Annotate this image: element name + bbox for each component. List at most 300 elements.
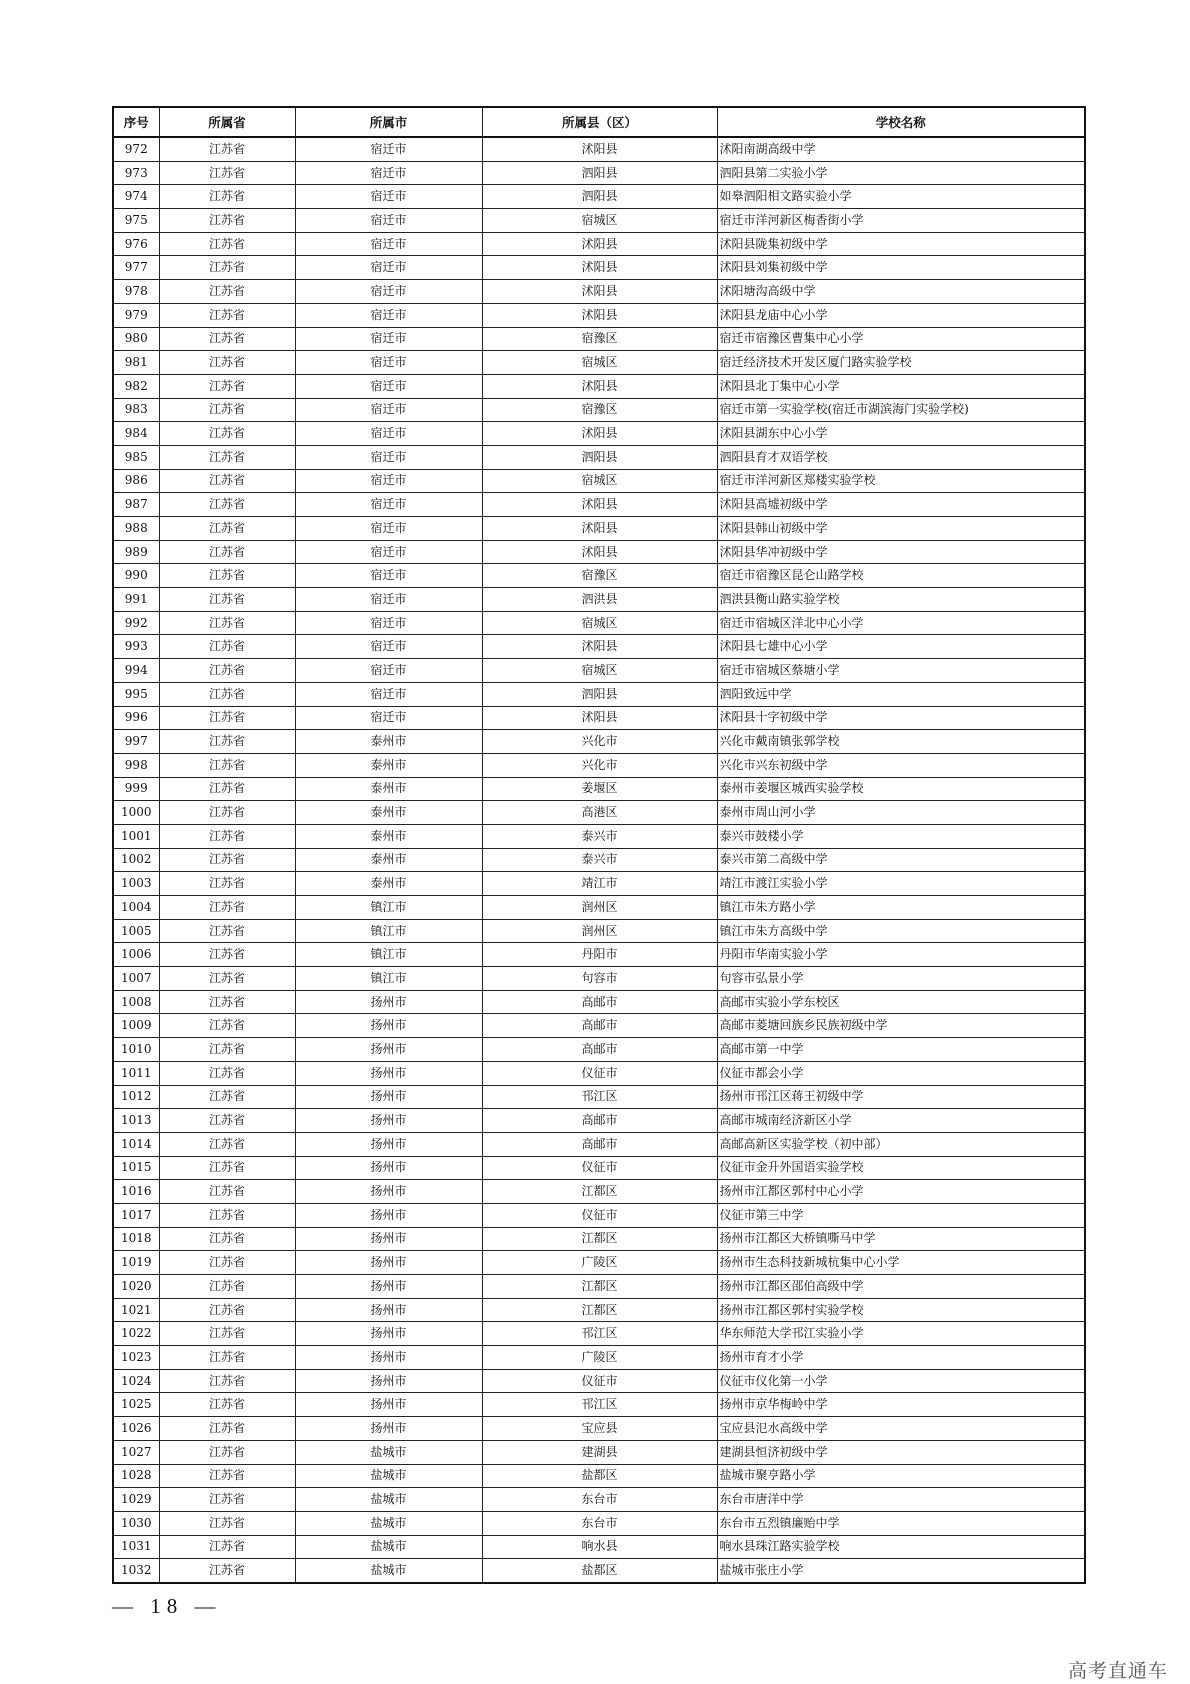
cell-county: 沭阳县 <box>482 706 717 730</box>
cell-school-name: 沭阳县华冲初级中学 <box>717 540 1085 564</box>
cell-province: 江苏省 <box>159 943 295 967</box>
cell-province: 江苏省 <box>159 351 295 375</box>
cell-county: 宿豫区 <box>482 327 717 351</box>
table-row <box>113 682 1085 706</box>
table-row <box>113 564 1085 588</box>
cell-index: 1022 <box>113 1322 159 1346</box>
cell-index: 999 <box>113 777 159 801</box>
cell-index: 980 <box>113 327 159 351</box>
cell-county: 广陵区 <box>482 1251 717 1275</box>
cell-province: 江苏省 <box>159 896 295 920</box>
cell-school-name: 仪征市第三中学 <box>717 1203 1085 1227</box>
cell-city: 宿迁市 <box>295 280 482 304</box>
table-row <box>113 1535 1085 1559</box>
cell-school-name: 泗阳县育才双语学校 <box>717 445 1085 469</box>
table-row <box>113 1464 1085 1488</box>
table-row <box>113 232 1085 256</box>
table-row <box>113 659 1085 683</box>
cell-city: 扬州市 <box>295 1346 482 1370</box>
cell-county: 泗洪县 <box>482 588 717 612</box>
cell-index: 1006 <box>113 943 159 967</box>
cell-province: 江苏省 <box>159 303 295 327</box>
cell-province: 江苏省 <box>159 469 295 493</box>
table-row <box>113 422 1085 446</box>
cell-index: 1026 <box>113 1417 159 1441</box>
cell-index: 1024 <box>113 1369 159 1393</box>
table-row <box>113 1085 1085 1109</box>
cell-school-name: 仪征市金升外国语实验学校 <box>717 1156 1085 1180</box>
cell-school-name: 泗洪县衡山路实验学校 <box>717 588 1085 612</box>
cell-city: 泰州市 <box>295 872 482 896</box>
cell-county: 江都区 <box>482 1275 717 1299</box>
cell-city: 宿迁市 <box>295 422 482 446</box>
cell-index: 978 <box>113 280 159 304</box>
cell-index: 996 <box>113 706 159 730</box>
cell-county: 沭阳县 <box>482 422 717 446</box>
table-row <box>113 919 1085 943</box>
cell-index: 973 <box>113 161 159 185</box>
cell-province: 江苏省 <box>159 1156 295 1180</box>
cell-index: 1020 <box>113 1275 159 1299</box>
cell-county: 句容市 <box>482 967 717 991</box>
cell-county: 沭阳县 <box>482 493 717 517</box>
cell-index: 995 <box>113 682 159 706</box>
table-row <box>113 327 1085 351</box>
cell-county: 沭阳县 <box>482 256 717 280</box>
cell-index: 983 <box>113 398 159 422</box>
cell-province: 江苏省 <box>159 1511 295 1535</box>
cell-province: 江苏省 <box>159 280 295 304</box>
cell-school-name: 高邮市菱塘回族乡民族初级中学 <box>717 1014 1085 1038</box>
cell-city: 扬州市 <box>295 1085 482 1109</box>
cell-school-name: 句容市弘景小学 <box>717 967 1085 991</box>
cell-county: 邗江区 <box>482 1393 717 1417</box>
table-row <box>113 801 1085 825</box>
cell-school-name: 宿迁经济技术开发区厦门路实验学校 <box>717 351 1085 375</box>
cell-school-name: 盐城市张庄小学 <box>717 1559 1085 1583</box>
cell-index: 1021 <box>113 1298 159 1322</box>
cell-index: 972 <box>113 137 159 161</box>
cell-city: 泰州市 <box>295 777 482 801</box>
cell-city: 宿迁市 <box>295 493 482 517</box>
cell-index: 985 <box>113 445 159 469</box>
cell-index: 1001 <box>113 824 159 848</box>
cell-school-name: 高邮高新区实验学校（初中部） <box>717 1132 1085 1156</box>
table-row <box>113 209 1085 233</box>
cell-province: 江苏省 <box>159 611 295 635</box>
cell-city: 镇江市 <box>295 896 482 920</box>
cell-school-name: 华东师范大学邗江实验小学 <box>717 1322 1085 1346</box>
table-row <box>113 706 1085 730</box>
table-row <box>113 1559 1085 1583</box>
cell-province: 江苏省 <box>159 1251 295 1275</box>
cell-province: 江苏省 <box>159 1369 295 1393</box>
cell-index: 998 <box>113 753 159 777</box>
cell-index: 990 <box>113 564 159 588</box>
cell-county: 邗江区 <box>482 1322 717 1346</box>
cell-city: 宿迁市 <box>295 469 482 493</box>
cell-index: 1013 <box>113 1109 159 1133</box>
cell-county: 兴化市 <box>482 730 717 754</box>
cell-city: 宿迁市 <box>295 327 482 351</box>
table-row <box>113 137 1085 161</box>
table-row <box>113 1440 1085 1464</box>
cell-school-name: 丹阳市华南实验小学 <box>717 943 1085 967</box>
cell-school-name: 扬州市邗江区蒋王初级中学 <box>717 1085 1085 1109</box>
cell-index: 1010 <box>113 1038 159 1062</box>
cell-index: 988 <box>113 517 159 541</box>
cell-city: 宿迁市 <box>295 682 482 706</box>
cell-city: 宿迁市 <box>295 517 482 541</box>
cell-province: 江苏省 <box>159 161 295 185</box>
cell-city: 扬州市 <box>295 1227 482 1251</box>
cell-city: 宿迁市 <box>295 161 482 185</box>
table-row <box>113 185 1085 209</box>
cell-city: 盐城市 <box>295 1464 482 1488</box>
page-number: — 18 — <box>112 1594 222 1618</box>
header-county: 所属县（区） <box>482 107 717 137</box>
cell-city: 扬州市 <box>295 1369 482 1393</box>
cell-province: 江苏省 <box>159 1322 295 1346</box>
cell-province: 江苏省 <box>159 777 295 801</box>
cell-index: 993 <box>113 635 159 659</box>
cell-province: 江苏省 <box>159 1440 295 1464</box>
cell-school-name: 泗阳县第二实验小学 <box>717 161 1085 185</box>
cell-school-name: 宿迁市宿城区蔡塘小学 <box>717 659 1085 683</box>
cell-school-name: 扬州市生态科技新城杭集中心小学 <box>717 1251 1085 1275</box>
cell-city: 宿迁市 <box>295 185 482 209</box>
cell-index: 997 <box>113 730 159 754</box>
cell-province: 江苏省 <box>159 564 295 588</box>
cell-school-name: 沭阳县韩山初级中学 <box>717 517 1085 541</box>
cell-province: 江苏省 <box>159 1203 295 1227</box>
cell-county: 泗阳县 <box>482 682 717 706</box>
cell-city: 扬州市 <box>295 1322 482 1346</box>
cell-province: 江苏省 <box>159 1085 295 1109</box>
cell-county: 高邮市 <box>482 1014 717 1038</box>
cell-school-name: 泰州市周山河小学 <box>717 801 1085 825</box>
cell-county: 姜堰区 <box>482 777 717 801</box>
cell-county: 泗阳县 <box>482 161 717 185</box>
table-row <box>113 848 1085 872</box>
cell-province: 江苏省 <box>159 753 295 777</box>
cell-index: 1023 <box>113 1346 159 1370</box>
cell-index: 1029 <box>113 1488 159 1512</box>
cell-county: 东台市 <box>482 1488 717 1512</box>
cell-county: 仪征市 <box>482 1369 717 1393</box>
cell-province: 江苏省 <box>159 493 295 517</box>
cell-province: 江苏省 <box>159 730 295 754</box>
cell-index: 1005 <box>113 919 159 943</box>
cell-county: 宿城区 <box>482 611 717 635</box>
cell-city: 泰州市 <box>295 848 482 872</box>
table-row <box>113 1346 1085 1370</box>
cell-county: 兴化市 <box>482 753 717 777</box>
cell-school-name: 高邮市第一中学 <box>717 1038 1085 1062</box>
cell-school-name: 沭阳县十字初级中学 <box>717 706 1085 730</box>
cell-school-name: 东台市唐洋中学 <box>717 1488 1085 1512</box>
cell-county: 建湖县 <box>482 1440 717 1464</box>
cell-school-name: 泰兴市第二高级中学 <box>717 848 1085 872</box>
cell-county: 泗阳县 <box>482 445 717 469</box>
cell-city: 镇江市 <box>295 943 482 967</box>
cell-index: 1025 <box>113 1393 159 1417</box>
cell-school-name: 扬州市江都区邵伯高级中学 <box>717 1275 1085 1299</box>
cell-province: 江苏省 <box>159 398 295 422</box>
table-header <box>113 107 1085 137</box>
cell-city: 宿迁市 <box>295 659 482 683</box>
cell-school-name: 沭阳县北丁集中心小学 <box>717 374 1085 398</box>
cell-county: 沭阳县 <box>482 137 717 161</box>
cell-province: 江苏省 <box>159 872 295 896</box>
cell-city: 扬州市 <box>295 1014 482 1038</box>
cell-city: 盐城市 <box>295 1559 482 1583</box>
cell-school-name: 宿迁市宿豫区曹集中心小学 <box>717 327 1085 351</box>
cell-city: 扬州市 <box>295 1417 482 1441</box>
cell-province: 江苏省 <box>159 635 295 659</box>
cell-school-name: 建湖县恒济初级中学 <box>717 1440 1085 1464</box>
cell-school-name: 沭阳县七雄中心小学 <box>717 635 1085 659</box>
table-row <box>113 872 1085 896</box>
cell-county: 江都区 <box>482 1298 717 1322</box>
cell-county: 邗江区 <box>482 1085 717 1109</box>
table-row <box>113 588 1085 612</box>
cell-province: 江苏省 <box>159 919 295 943</box>
table-row <box>113 303 1085 327</box>
table-row <box>113 1417 1085 1441</box>
cell-index: 976 <box>113 232 159 256</box>
school-list-table <box>112 106 1086 1584</box>
header-city: 所属市 <box>295 107 482 137</box>
cell-county: 高邮市 <box>482 990 717 1014</box>
cell-index: 1015 <box>113 1156 159 1180</box>
table-body <box>113 137 1085 1583</box>
table-row <box>113 730 1085 754</box>
cell-index: 1019 <box>113 1251 159 1275</box>
table-row <box>113 635 1085 659</box>
cell-school-name: 宿迁市第一实验学校(宿迁市湖滨海门实验学校) <box>717 398 1085 422</box>
cell-province: 江苏省 <box>159 374 295 398</box>
cell-province: 江苏省 <box>159 1298 295 1322</box>
cell-index: 979 <box>113 303 159 327</box>
cell-province: 江苏省 <box>159 327 295 351</box>
table-row <box>113 1511 1085 1535</box>
cell-city: 扬州市 <box>295 1180 482 1204</box>
cell-province: 江苏省 <box>159 1559 295 1583</box>
cell-school-name: 盐城市聚亨路小学 <box>717 1464 1085 1488</box>
cell-school-name: 仪征市仪化第一小学 <box>717 1369 1085 1393</box>
table-row <box>113 280 1085 304</box>
cell-county: 沭阳县 <box>482 635 717 659</box>
cell-index: 991 <box>113 588 159 612</box>
table-row <box>113 1322 1085 1346</box>
cell-province: 江苏省 <box>159 445 295 469</box>
cell-province: 江苏省 <box>159 990 295 1014</box>
cell-province: 江苏省 <box>159 422 295 446</box>
cell-school-name: 兴化市兴东初级中学 <box>717 753 1085 777</box>
cell-index: 1003 <box>113 872 159 896</box>
table-row <box>113 256 1085 280</box>
cell-city: 泰州市 <box>295 730 482 754</box>
cell-city: 宿迁市 <box>295 374 482 398</box>
cell-city: 宿迁市 <box>295 540 482 564</box>
table-row <box>113 943 1085 967</box>
cell-county: 江都区 <box>482 1227 717 1251</box>
table-row <box>113 1014 1085 1038</box>
cell-city: 盐城市 <box>295 1488 482 1512</box>
table-row <box>113 1180 1085 1204</box>
cell-index: 981 <box>113 351 159 375</box>
cell-school-name: 东台市五烈镇廉贻中学 <box>717 1511 1085 1535</box>
cell-county: 宿豫区 <box>482 398 717 422</box>
cell-county: 宝应县 <box>482 1417 717 1441</box>
cell-index: 975 <box>113 209 159 233</box>
cell-county: 沭阳县 <box>482 303 717 327</box>
cell-school-name: 兴化市戴南镇张郭学校 <box>717 730 1085 754</box>
table-row <box>113 896 1085 920</box>
cell-province: 江苏省 <box>159 232 295 256</box>
cell-county: 宿城区 <box>482 469 717 493</box>
cell-city: 宿迁市 <box>295 611 482 635</box>
cell-school-name: 响水县珠江路实验学校 <box>717 1535 1085 1559</box>
cell-province: 江苏省 <box>159 1535 295 1559</box>
cell-city: 宿迁市 <box>295 588 482 612</box>
cell-province: 江苏省 <box>159 256 295 280</box>
table-row <box>113 824 1085 848</box>
cell-city: 宿迁市 <box>295 351 482 375</box>
cell-city: 扬州市 <box>295 1203 482 1227</box>
cell-school-name: 沭阳南湖高级中学 <box>717 137 1085 161</box>
cell-school-name: 高邮市实验小学东校区 <box>717 990 1085 1014</box>
table-row <box>113 1038 1085 1062</box>
cell-city: 扬州市 <box>295 1275 482 1299</box>
watermark-text: 高考直通车 <box>1067 1660 1168 1682</box>
cell-city: 宿迁市 <box>295 137 482 161</box>
cell-province: 江苏省 <box>159 1488 295 1512</box>
cell-city: 宿迁市 <box>295 398 482 422</box>
cell-province: 江苏省 <box>159 1132 295 1156</box>
cell-county: 高邮市 <box>482 1038 717 1062</box>
table-row <box>113 777 1085 801</box>
cell-county: 沭阳县 <box>482 540 717 564</box>
cell-county: 宿城区 <box>482 351 717 375</box>
cell-index: 1009 <box>113 1014 159 1038</box>
table-row <box>113 1393 1085 1417</box>
cell-province: 江苏省 <box>159 540 295 564</box>
table-row <box>113 611 1085 635</box>
cell-school-name: 如皋泗阳相文路实验小学 <box>717 185 1085 209</box>
cell-province: 江苏省 <box>159 137 295 161</box>
table-row <box>113 1156 1085 1180</box>
cell-school-name: 沭阳县陇集初级中学 <box>717 232 1085 256</box>
cell-province: 江苏省 <box>159 659 295 683</box>
cell-city: 宿迁市 <box>295 445 482 469</box>
cell-school-name: 宝应县氾水高级中学 <box>717 1417 1085 1441</box>
cell-city: 宿迁市 <box>295 303 482 327</box>
cell-county: 泰兴市 <box>482 848 717 872</box>
cell-province: 江苏省 <box>159 588 295 612</box>
cell-city: 宿迁市 <box>295 706 482 730</box>
table-row <box>113 1251 1085 1275</box>
table-row <box>113 1227 1085 1251</box>
cell-county: 宿豫区 <box>482 564 717 588</box>
cell-school-name: 扬州市江都区郭村实验学校 <box>717 1298 1085 1322</box>
cell-city: 扬州市 <box>295 1393 482 1417</box>
cell-index: 984 <box>113 422 159 446</box>
cell-province: 江苏省 <box>159 824 295 848</box>
table-row <box>113 469 1085 493</box>
cell-index: 1018 <box>113 1227 159 1251</box>
cell-city: 宿迁市 <box>295 209 482 233</box>
cell-province: 江苏省 <box>159 1109 295 1133</box>
cell-index: 1032 <box>113 1559 159 1583</box>
cell-city: 扬州市 <box>295 1061 482 1085</box>
header-row <box>113 107 1085 137</box>
table-row <box>113 517 1085 541</box>
cell-province: 江苏省 <box>159 209 295 233</box>
cell-index: 1002 <box>113 848 159 872</box>
cell-province: 江苏省 <box>159 1014 295 1038</box>
cell-province: 江苏省 <box>159 1038 295 1062</box>
cell-school-name: 沭阳塘沟高级中学 <box>717 280 1085 304</box>
table-row <box>113 1298 1085 1322</box>
cell-province: 江苏省 <box>159 706 295 730</box>
cell-province: 江苏省 <box>159 1061 295 1085</box>
cell-county: 沭阳县 <box>482 374 717 398</box>
cell-index: 974 <box>113 185 159 209</box>
cell-index: 977 <box>113 256 159 280</box>
cell-school-name: 沭阳县高墟初级中学 <box>717 493 1085 517</box>
cell-city: 镇江市 <box>295 967 482 991</box>
cell-county: 仪征市 <box>482 1203 717 1227</box>
cell-county: 润州区 <box>482 896 717 920</box>
table-row <box>113 161 1085 185</box>
cell-province: 江苏省 <box>159 967 295 991</box>
table-row <box>113 398 1085 422</box>
cell-index: 994 <box>113 659 159 683</box>
cell-school-name: 泗阳致远中学 <box>717 682 1085 706</box>
cell-index: 1004 <box>113 896 159 920</box>
cell-province: 江苏省 <box>159 1346 295 1370</box>
cell-school-name: 宿迁市洋河新区梅香街小学 <box>717 209 1085 233</box>
cell-province: 江苏省 <box>159 682 295 706</box>
cell-county: 泗阳县 <box>482 185 717 209</box>
cell-county: 高港区 <box>482 801 717 825</box>
cell-city: 宿迁市 <box>295 232 482 256</box>
cell-city: 扬州市 <box>295 990 482 1014</box>
table-row <box>113 990 1085 1014</box>
cell-school-name: 沭阳县龙庙中心小学 <box>717 303 1085 327</box>
header-province: 所属省 <box>159 107 295 137</box>
cell-county: 丹阳市 <box>482 943 717 967</box>
cell-city: 宿迁市 <box>295 256 482 280</box>
cell-index: 1014 <box>113 1132 159 1156</box>
table-row <box>113 1488 1085 1512</box>
cell-school-name: 扬州市京华梅岭中学 <box>717 1393 1085 1417</box>
cell-city: 镇江市 <box>295 919 482 943</box>
cell-city: 扬州市 <box>295 1156 482 1180</box>
table-row <box>113 967 1085 991</box>
cell-city: 盐城市 <box>295 1535 482 1559</box>
cell-school-name: 沭阳县刘集初级中学 <box>717 256 1085 280</box>
cell-county: 宿城区 <box>482 209 717 233</box>
cell-school-name: 沭阳县湖东中心小学 <box>717 422 1085 446</box>
cell-county: 响水县 <box>482 1535 717 1559</box>
cell-county: 盐都区 <box>482 1559 717 1583</box>
cell-school-name: 仪征市都会小学 <box>717 1061 1085 1085</box>
cell-county: 沭阳县 <box>482 232 717 256</box>
table-row <box>113 1203 1085 1227</box>
